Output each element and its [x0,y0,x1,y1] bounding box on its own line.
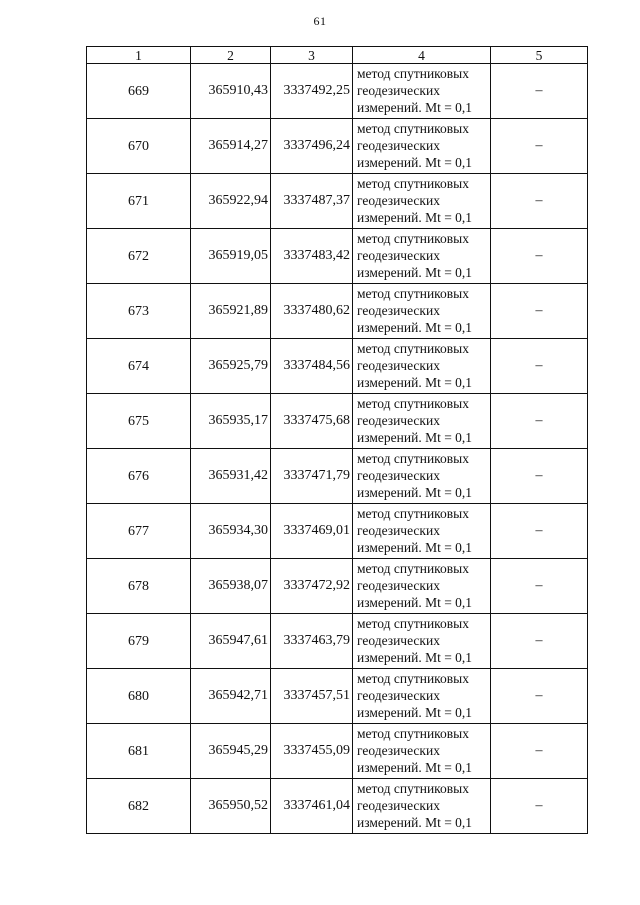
header-row [87,47,588,64]
column-5-cell: – [491,559,588,614]
method-line: измерений. Mt = 0,1 [357,320,473,335]
method-line: геодезических [357,688,440,703]
column-5-cell: – [491,504,588,559]
method-line: геодезических [357,83,440,98]
y-coordinate-cell: 3337480,62 [271,284,353,339]
method-cell [353,559,491,614]
method-line: измерений. Mt = 0,1 [357,595,473,610]
table-row [87,779,588,834]
x-coordinate-cell: 365934,30 [191,504,271,559]
point-number-cell: 678 [87,559,191,614]
y-coordinate-cell: 3337471,79 [271,449,353,504]
column-5-cell: – [491,229,588,284]
point-number-cell: 674 [87,339,191,394]
point-number-cell: 677 [87,504,191,559]
method-line: геодезических [357,468,440,483]
method-line: измерений. Mt = 0,1 [357,485,473,500]
y-coordinate-cell: 3337461,04 [271,779,353,834]
table-row [87,284,588,339]
method-line: геодезических [357,633,440,648]
method-cell [353,229,491,284]
method-line: измерений. Mt = 0,1 [357,430,473,445]
method-line: метод спутниковых [357,781,469,796]
method-cell [353,394,491,449]
column-5-cell: – [491,779,588,834]
table-body [87,64,588,834]
point-number-cell: 672 [87,229,191,284]
x-coordinate-cell: 365947,61 [191,614,271,669]
method-line: измерений. Mt = 0,1 [357,705,473,720]
method-line: измерений. Mt = 0,1 [357,375,473,390]
method-line: измерений. Mt = 0,1 [357,815,473,830]
y-coordinate-cell: 3337469,01 [271,504,353,559]
method-cell [353,339,491,394]
column-5-cell: – [491,284,588,339]
y-coordinate-cell: 3337455,09 [271,724,353,779]
method-cell [353,614,491,669]
x-coordinate-cell: 365935,17 [191,394,271,449]
x-coordinate-cell: 365950,52 [191,779,271,834]
method-line: измерений. Mt = 0,1 [357,210,473,225]
page-number: 61 [313,14,327,28]
x-coordinate-cell: 365945,29 [191,724,271,779]
table-header [87,47,588,64]
table-row [87,449,588,504]
column-5-cell: – [491,449,588,504]
method-line: геодезических [357,248,440,263]
column-5-cell: – [491,119,588,174]
method-line: метод спутниковых [357,341,469,356]
table-row [87,504,588,559]
column-5-cell: – [491,339,588,394]
point-number-cell: 670 [87,119,191,174]
method-line: измерений. Mt = 0,1 [357,155,473,170]
column-5-cell: – [491,614,588,669]
column-5-cell: – [491,669,588,724]
x-coordinate-cell: 365919,05 [191,229,271,284]
header-col-3: 3 [271,47,353,64]
method-line: измерений. Mt = 0,1 [357,265,473,280]
method-line: метод спутниковых [357,66,469,81]
column-5-cell: – [491,64,588,119]
method-line: измерений. Mt = 0,1 [357,100,473,115]
method-cell [353,669,491,724]
method-line: геодезических [357,193,440,208]
method-line: геодезических [357,303,440,318]
method-cell [353,174,491,229]
method-line: метод спутниковых [357,726,469,741]
point-number-cell: 681 [87,724,191,779]
point-number-cell: 673 [87,284,191,339]
point-number-cell: 671 [87,174,191,229]
method-line: геодезических [357,798,440,813]
method-line: геодезических [357,413,440,428]
method-line: метод спутниковых [357,616,469,631]
y-coordinate-cell: 3337484,56 [271,339,353,394]
x-coordinate-cell: 365925,79 [191,339,271,394]
method-line: измерений. Mt = 0,1 [357,650,473,665]
point-number-cell: 676 [87,449,191,504]
method-line: метод спутниковых [357,121,469,136]
y-coordinate-cell: 3337475,68 [271,394,353,449]
method-line: метод спутниковых [357,506,469,521]
point-number-cell: 682 [87,779,191,834]
point-number-cell: 680 [87,669,191,724]
x-coordinate-cell: 365931,42 [191,449,271,504]
header-col-2: 2 [191,47,271,64]
method-line: метод спутниковых [357,396,469,411]
x-coordinate-cell: 365938,07 [191,559,271,614]
method-line: метод спутниковых [357,561,469,576]
x-coordinate-cell: 365914,27 [191,119,271,174]
method-line: геодезических [357,578,440,593]
method-cell [353,504,491,559]
y-coordinate-cell: 3337492,25 [271,64,353,119]
coordinates-table [86,46,588,834]
method-cell [353,724,491,779]
method-line: измерений. Mt = 0,1 [357,540,473,555]
table-row [87,559,588,614]
method-line: геодезических [357,523,440,538]
header-col-4: 4 [353,47,491,64]
column-5-cell: – [491,724,588,779]
method-line: геодезических [357,138,440,153]
x-coordinate-cell: 365942,71 [191,669,271,724]
table-row [87,64,588,119]
method-cell [353,64,491,119]
method-cell [353,779,491,834]
point-number-cell: 669 [87,64,191,119]
method-line: метод спутниковых [357,451,469,466]
table-row [87,174,588,229]
table-row [87,339,588,394]
point-number-cell: 675 [87,394,191,449]
header-col-5: 5 [491,47,588,64]
method-line: метод спутниковых [357,671,469,686]
method-cell [353,119,491,174]
table-row [87,724,588,779]
table-row [87,119,588,174]
method-line: метод спутниковых [357,176,469,191]
column-5-cell: – [491,174,588,229]
y-coordinate-cell: 3337483,42 [271,229,353,284]
y-coordinate-cell: 3337472,92 [271,559,353,614]
y-coordinate-cell: 3337496,24 [271,119,353,174]
method-cell [353,449,491,504]
point-number-cell: 679 [87,614,191,669]
x-coordinate-cell: 365921,89 [191,284,271,339]
method-line: геодезических [357,358,440,373]
table-row [87,669,588,724]
y-coordinate-cell: 3337457,51 [271,669,353,724]
method-line: измерений. Mt = 0,1 [357,760,473,775]
table-row [87,614,588,669]
method-line: геодезических [357,743,440,758]
table-row [87,229,588,284]
method-line: метод спутниковых [357,286,469,301]
x-coordinate-cell: 365922,94 [191,174,271,229]
method-line: метод спутниковых [357,231,469,246]
table-row [87,394,588,449]
column-5-cell: – [491,394,588,449]
y-coordinate-cell: 3337487,37 [271,174,353,229]
y-coordinate-cell: 3337463,79 [271,614,353,669]
x-coordinate-cell: 365910,43 [191,64,271,119]
header-col-1: 1 [87,47,191,64]
method-cell [353,284,491,339]
